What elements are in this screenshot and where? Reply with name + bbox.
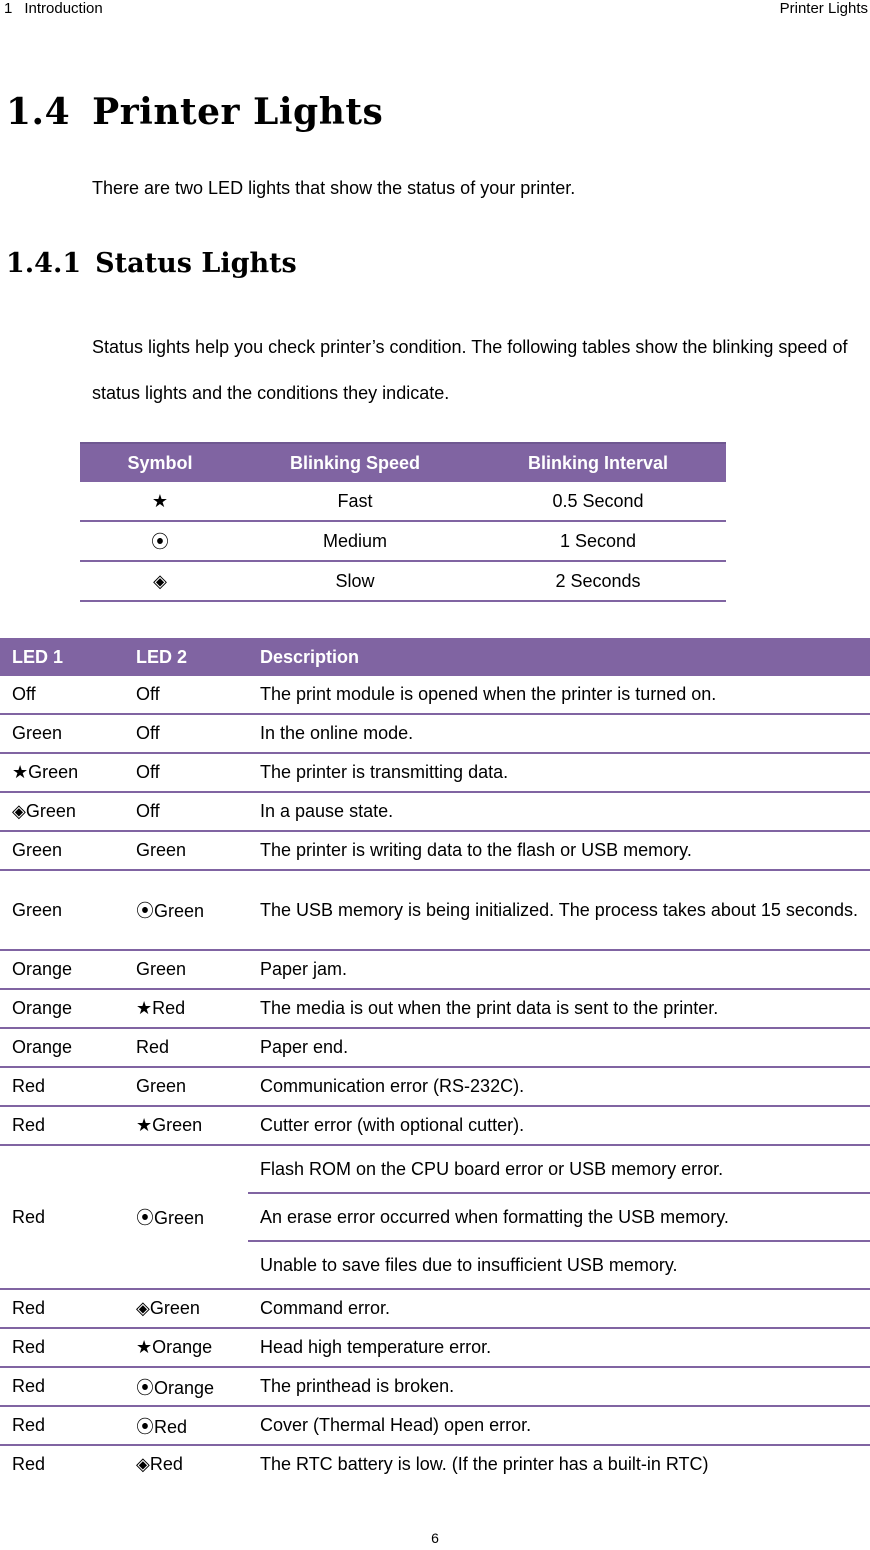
- interval-cell: 1 Second: [470, 521, 726, 561]
- table-row: [0, 676, 870, 714]
- led-status-table: [0, 638, 870, 1483]
- table-row: [0, 1145, 870, 1193]
- table-row: [0, 870, 870, 950]
- column-header-interval: Blinking Interval: [470, 443, 726, 482]
- led2-cell: ★Orange: [124, 1328, 248, 1367]
- description-cell: Head high temperature error.: [248, 1328, 870, 1367]
- description-cell: Unable to save files due to insufficient USB memory.: [248, 1241, 870, 1289]
- table-row: [80, 561, 726, 601]
- table-row: [0, 950, 870, 989]
- table-row: [0, 714, 870, 753]
- table-row: [0, 1067, 870, 1106]
- description-cell: Cutter error (with optional cutter).: [248, 1106, 870, 1145]
- interval-cell: 0.5 Second: [470, 482, 726, 521]
- column-header-description: Description: [248, 638, 870, 676]
- column-header-led2: LED 2: [124, 638, 248, 676]
- led2-cell: ★Green: [124, 1106, 248, 1145]
- interval-cell: 2 Seconds: [470, 561, 726, 601]
- table-row: [0, 989, 870, 1028]
- led2-cell: ⦿Green: [124, 1145, 248, 1289]
- subsection-number: 1.4.1: [6, 248, 82, 279]
- led2-cell: ★Red: [124, 989, 248, 1028]
- intro-paragraph: There are two LED lights that show the status of your printer.: [92, 178, 576, 198]
- speed-cell: Medium: [240, 521, 470, 561]
- symbol-cell: ⦿: [80, 521, 240, 561]
- chapter-number: 1: [4, 0, 13, 17]
- table-row: [0, 1028, 870, 1067]
- section-heading: [6, 88, 383, 136]
- led2-cell: Off: [124, 714, 248, 753]
- led2-cell: Off: [124, 676, 248, 714]
- subsection-title: Status Lights: [95, 248, 297, 279]
- led2-cell: ◈Red: [136, 1454, 183, 1474]
- led1-cell: Orange: [0, 1028, 124, 1067]
- led1-cell: Red: [12, 1454, 46, 1474]
- led2-cell: ◈Green: [124, 1289, 248, 1328]
- led1-cell: Red: [0, 1406, 124, 1445]
- led2-cell: Green: [124, 831, 248, 870]
- table-row: [80, 482, 726, 521]
- description-cell: The printer is writing data to the flash or USB memory.: [248, 831, 870, 870]
- section-title: Printer Lights: [92, 91, 384, 133]
- speed-cell: Slow: [240, 561, 470, 601]
- table-row: [0, 753, 870, 792]
- led1-cell: Red: [0, 1145, 124, 1289]
- description-cell: Command error.: [248, 1289, 870, 1328]
- running-header-chapter: [4, 0, 103, 18]
- column-header-led1: LED 1: [0, 638, 124, 676]
- led1-cell: Orange: [0, 989, 124, 1028]
- led2-cell: ⦿Red: [124, 1406, 248, 1445]
- description-cell: In the online mode.: [248, 714, 870, 753]
- column-header-symbol: Symbol: [80, 443, 240, 482]
- table-row: [0, 792, 870, 831]
- description-cell: The USB memory is being initialized. The process takes about 15 seconds.: [248, 870, 870, 950]
- table-header-row: [0, 638, 870, 676]
- table-row: [0, 1106, 870, 1145]
- description-cell: An erase error occurred when formatting the USB memory.: [248, 1193, 870, 1241]
- table-row: [80, 521, 726, 561]
- led1-cell: ◈Green: [0, 792, 124, 831]
- chapter-title: Introduction: [24, 0, 103, 17]
- description-cell: The media is out when the print data is sent to the printer.: [248, 989, 870, 1028]
- description-cell: Paper jam.: [248, 950, 870, 989]
- led1-cell: Red: [0, 1289, 124, 1328]
- led2-cell: ⦿Green: [124, 870, 248, 950]
- led2-cell: ⦿Orange: [124, 1367, 248, 1406]
- led1-cell: Green: [0, 714, 124, 753]
- column-header-speed: Blinking Speed: [240, 443, 470, 482]
- table-row: [0, 1406, 870, 1445]
- status-paragraph: Status lights help you check printer’s condition. The following tables show the blinking speed of status lights and the conditions they indicate.: [92, 337, 848, 403]
- led2-cell: Off: [124, 753, 248, 792]
- table-header-row: [80, 443, 726, 482]
- led2-cell: Green: [124, 1067, 248, 1106]
- description-cell: The print module is opened when the printer is turned on.: [248, 676, 870, 714]
- led1-cell: ★Green: [0, 753, 124, 792]
- symbol-cell: ◈: [80, 561, 240, 601]
- section-number: 1.4: [6, 91, 71, 133]
- led2-cell: Off: [124, 792, 248, 831]
- table-row: [0, 1367, 870, 1406]
- led1-cell: Green: [0, 870, 124, 950]
- description-cell: The printhead is broken.: [248, 1367, 870, 1406]
- description-cell: The printer is transmitting data.: [248, 753, 870, 792]
- subsection-heading: [6, 244, 297, 284]
- running-header-section: Printer Lights: [779, 0, 868, 17]
- table-row: [0, 831, 870, 870]
- led1-cell: Red: [0, 1328, 124, 1367]
- led1-cell: Off: [0, 676, 124, 714]
- description-cell: The RTC battery is low. (If the printer has a built-in RTC): [260, 1454, 709, 1474]
- description-cell: Cover (Thermal Head) open error.: [248, 1406, 870, 1445]
- table-row: [0, 1289, 870, 1328]
- led1-cell: Red: [0, 1106, 124, 1145]
- table-row: [0, 1445, 870, 1483]
- led1-cell: Green: [0, 831, 124, 870]
- table-row: [0, 1328, 870, 1367]
- speed-cell: Fast: [240, 482, 470, 521]
- led1-cell: Red: [0, 1367, 124, 1406]
- description-cell: Flash ROM on the CPU board error or USB memory error.: [248, 1145, 870, 1193]
- description-cell: Communication error (RS-232C).: [248, 1067, 870, 1106]
- led1-cell: Orange: [0, 950, 124, 989]
- led2-cell: Green: [124, 950, 248, 989]
- description-cell: Paper end.: [248, 1028, 870, 1067]
- led2-cell: Red: [124, 1028, 248, 1067]
- symbol-cell: ★: [80, 482, 240, 521]
- description-cell: In a pause state.: [248, 792, 870, 831]
- led1-cell: Red: [0, 1067, 124, 1106]
- blinking-symbol-table: [80, 442, 726, 602]
- page-number: 6: [431, 1530, 439, 1546]
